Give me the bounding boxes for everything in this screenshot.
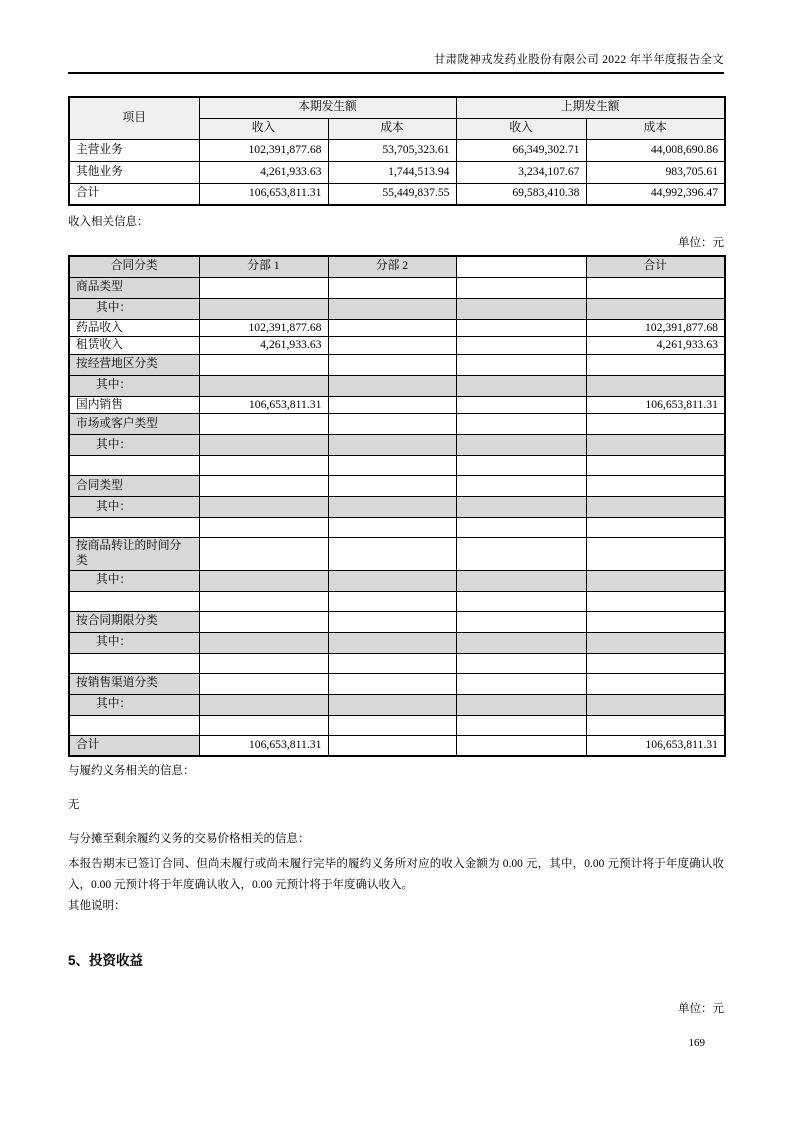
cell-segment-1 — [199, 518, 328, 538]
cell-current-cost: 53,705,323.61 — [328, 139, 456, 161]
row-label: 按经营地区分类 — [69, 354, 199, 375]
revenue-table-row — [69, 538, 725, 570]
cell-segment-2 — [328, 375, 456, 396]
revenue-table-row — [69, 456, 725, 476]
row-label: 其中： — [69, 298, 199, 319]
cell-segment-1 — [199, 694, 328, 715]
row-label: 租赁收入 — [69, 337, 199, 355]
cell-total: 106,653,811.31 — [586, 735, 725, 756]
row-label — [69, 518, 199, 538]
col-header-prior-period: 上期发生额 — [456, 97, 725, 118]
cell-prior-cost: 983,705.61 — [586, 161, 725, 183]
cell-segment-2 — [328, 456, 456, 476]
row-label: 其中： — [69, 694, 199, 715]
revenue-table-row — [69, 414, 725, 435]
cell-total — [586, 694, 725, 715]
cell-blank — [456, 435, 586, 456]
cell-segment-1 — [199, 414, 328, 435]
cell-segment-2 — [328, 694, 456, 715]
cell-total — [586, 456, 725, 476]
cell-segment-1 — [199, 456, 328, 476]
cell-segment-1: 106,653,811.31 — [199, 735, 328, 756]
cost-table-header — [69, 97, 725, 139]
revenue-table-row — [69, 375, 725, 396]
col-header-income-prior: 收入 — [456, 118, 586, 139]
cell-total — [586, 497, 725, 518]
row-label: 其中： — [69, 435, 199, 456]
cell-segment-2 — [328, 653, 456, 673]
cell-total — [586, 538, 725, 570]
col-header-income-current: 收入 — [199, 118, 328, 139]
cell-segment-2 — [328, 396, 456, 414]
cost-row-other-business — [69, 161, 725, 183]
cell-segment-2 — [328, 570, 456, 591]
col-header-cost-current: 成本 — [328, 118, 456, 139]
revenue-table-row — [69, 632, 725, 653]
revenue-breakdown-table — [68, 255, 726, 757]
cell-segment-2 — [328, 319, 456, 337]
revenue-table-row — [69, 277, 725, 298]
cell-segment-1 — [199, 632, 328, 653]
row-label: 其中： — [69, 375, 199, 396]
cell-blank — [456, 375, 586, 396]
cost-row-total — [69, 183, 725, 205]
row-label: 商品类型 — [69, 277, 199, 298]
row-label: 按商品转让的时间分类 — [69, 538, 199, 570]
cell-total — [586, 375, 725, 396]
revenue-table-row — [69, 570, 725, 591]
row-label — [69, 456, 199, 476]
cell-segment-1 — [199, 298, 328, 319]
cell-blank — [456, 538, 586, 570]
revenue-table-row — [69, 435, 725, 456]
cell-segment-1 — [199, 591, 328, 611]
cell-segment-1: 102,391,877.68 — [199, 319, 328, 337]
obligation-none-text: 无 — [68, 799, 80, 812]
cell-segment-2 — [328, 518, 456, 538]
cell-total: 4,261,933.63 — [586, 337, 725, 355]
obligation-info-label: 与履约义务相关的信息： — [68, 765, 195, 778]
cell-total — [586, 611, 725, 632]
other-notes-label: 其他说明： — [68, 900, 126, 913]
cell-blank — [456, 694, 586, 715]
cell-current-income: 106,653,811.31 — [199, 183, 328, 205]
cell-total — [586, 518, 725, 538]
cell-blank — [456, 497, 586, 518]
row-label: 主营业务 — [69, 139, 199, 161]
cell-blank — [456, 298, 586, 319]
row-label: 其中： — [69, 497, 199, 518]
cell-blank — [456, 518, 586, 538]
cell-blank — [456, 476, 586, 497]
cell-segment-2 — [328, 611, 456, 632]
cell-total — [586, 414, 725, 435]
row-label — [69, 653, 199, 673]
cell-segment-2 — [328, 435, 456, 456]
cell-segment-1 — [199, 476, 328, 497]
cell-blank — [456, 591, 586, 611]
revenue-table-row — [69, 591, 725, 611]
cell-segment-2 — [328, 538, 456, 570]
row-label: 市场或客户类型 — [69, 414, 199, 435]
revenue-table-body — [69, 277, 725, 756]
cell-total — [586, 673, 725, 694]
investment-income-heading: 5、投资收益 — [68, 953, 144, 969]
revenue-table-row — [69, 611, 725, 632]
cell-segment-1 — [199, 538, 328, 570]
cell-blank — [456, 354, 586, 375]
revenue-table-row — [69, 337, 725, 355]
cell-blank — [456, 277, 586, 298]
cell-segment-2 — [328, 414, 456, 435]
cell-blank — [456, 735, 586, 756]
revenue-table-row — [69, 518, 725, 538]
cell-segment-1 — [199, 673, 328, 694]
cell-current-cost: 55,449,837.55 — [328, 183, 456, 205]
revenue-table-row — [69, 735, 725, 756]
row-label: 其中： — [69, 632, 199, 653]
cell-total: 102,391,877.68 — [586, 319, 725, 337]
col-header-cost-prior: 成本 — [586, 118, 725, 139]
page-content — [68, 0, 724, 1017]
cell-total — [586, 298, 725, 319]
revenue-table-row — [69, 354, 725, 375]
cell-blank — [456, 414, 586, 435]
cost-table-body — [69, 139, 725, 205]
cell-segment-2 — [328, 337, 456, 355]
unit-label: 单位：元 — [678, 237, 724, 249]
cell-segment-1 — [199, 435, 328, 456]
cell-total — [586, 591, 725, 611]
cell-blank — [456, 456, 586, 476]
cell-blank — [456, 611, 586, 632]
cell-blank — [456, 396, 586, 414]
cell-total — [586, 632, 725, 653]
revenue-table-row — [69, 396, 725, 414]
cell-segment-1 — [199, 611, 328, 632]
cell-segment-1 — [199, 354, 328, 375]
row-label: 按合同期限分类 — [69, 611, 199, 632]
cell-total — [586, 476, 725, 497]
row-label — [69, 715, 199, 735]
revenue-table-row — [69, 476, 725, 497]
cell-current-income: 4,261,933.63 — [199, 161, 328, 183]
cell-blank — [456, 673, 586, 694]
cell-blank — [456, 715, 586, 735]
revenue-table-row — [69, 694, 725, 715]
page-number: 169 — [688, 1037, 705, 1049]
revenue-table-row — [69, 497, 725, 518]
revenue-table-row — [69, 673, 725, 694]
cell-prior-income: 69,583,410.38 — [456, 183, 586, 205]
cell-segment-1 — [199, 497, 328, 518]
cell-segment-1 — [199, 375, 328, 396]
cell-blank — [456, 337, 586, 355]
row-label — [69, 591, 199, 611]
cell-segment-1 — [199, 570, 328, 591]
revenue-header-row — [69, 256, 725, 277]
cell-total — [586, 435, 725, 456]
row-label: 其他业务 — [69, 161, 199, 183]
col-header-segment-1: 分部 1 — [199, 256, 328, 277]
cell-total — [586, 570, 725, 591]
cell-prior-income: 66,349,302.71 — [456, 139, 586, 161]
cell-segment-1: 4,261,933.63 — [199, 337, 328, 355]
cell-segment-2 — [328, 354, 456, 375]
document-header-title: 甘肃陇神戎发药业股份有限公司 2022 年半年度报告全文 — [433, 54, 724, 66]
row-label: 合计 — [69, 183, 199, 205]
col-header-blank — [456, 256, 586, 277]
unit-label-investment: 单位：元 — [678, 1003, 724, 1016]
col-header-contract-class: 合同分类 — [69, 256, 199, 277]
cell-total — [586, 715, 725, 735]
cell-prior-cost: 44,992,396.47 — [586, 183, 725, 205]
cell-total: 106,653,811.31 — [586, 396, 725, 414]
cell-segment-2 — [328, 735, 456, 756]
cost-summary-table — [68, 96, 726, 206]
row-label: 合同类型 — [69, 476, 199, 497]
revenue-table-row — [69, 319, 725, 337]
document-header — [68, 0, 724, 74]
col-header-current-period: 本期发生额 — [199, 97, 456, 118]
row-label: 按销售渠道分类 — [69, 673, 199, 694]
row-label: 其中： — [69, 570, 199, 591]
row-label: 药品收入 — [69, 319, 199, 337]
cell-blank — [456, 632, 586, 653]
cell-segment-1: 106,653,811.31 — [199, 396, 328, 414]
cell-segment-1 — [199, 277, 328, 298]
cell-total — [586, 277, 725, 298]
cell-segment-2 — [328, 497, 456, 518]
cell-segment-2 — [328, 298, 456, 319]
revenue-table-row — [69, 715, 725, 735]
cell-segment-2 — [328, 632, 456, 653]
cell-blank — [456, 653, 586, 673]
cell-segment-2 — [328, 591, 456, 611]
cost-row-main-business — [69, 139, 725, 161]
allocation-paragraph: 本报告期末已签订合同、但尚未履行或尚未履行完毕的履约义务所对应的收入金额为 0.00 元，其中，0.00 元预计将于年度确认收入，0.00 元预计将于年度确认收入，0.00 元预计将于年度确认收入。 — [68, 858, 724, 892]
cell-total — [586, 354, 725, 375]
revenue-info-label: 收入相关信息： — [68, 216, 149, 228]
col-header-total: 合计 — [586, 256, 725, 277]
row-label: 合计 — [69, 735, 199, 756]
cell-segment-2 — [328, 715, 456, 735]
cell-segment-2 — [328, 673, 456, 694]
col-header-item: 项目 — [69, 97, 199, 139]
row-label: 国内销售 — [69, 396, 199, 414]
revenue-table-row — [69, 298, 725, 319]
cell-current-cost: 1,744,513.94 — [328, 161, 456, 183]
cell-prior-cost: 44,008,690.86 — [586, 139, 725, 161]
col-header-segment-2: 分部 2 — [328, 256, 456, 277]
cell-total — [586, 653, 725, 673]
cost-header-row-1 — [69, 97, 725, 118]
cell-segment-1 — [199, 653, 328, 673]
revenue-table-row — [69, 653, 725, 673]
cell-segment-2 — [328, 277, 456, 298]
revenue-table-header — [69, 256, 725, 277]
cell-segment-1 — [199, 715, 328, 735]
cell-blank — [456, 319, 586, 337]
cell-current-income: 102,391,877.68 — [199, 139, 328, 161]
cell-blank — [456, 570, 586, 591]
cell-prior-income: 3,234,107.67 — [456, 161, 586, 183]
cell-segment-2 — [328, 476, 456, 497]
allocation-info-label: 与分摊至剩余履约义务的交易价格相关的信息： — [68, 833, 310, 846]
